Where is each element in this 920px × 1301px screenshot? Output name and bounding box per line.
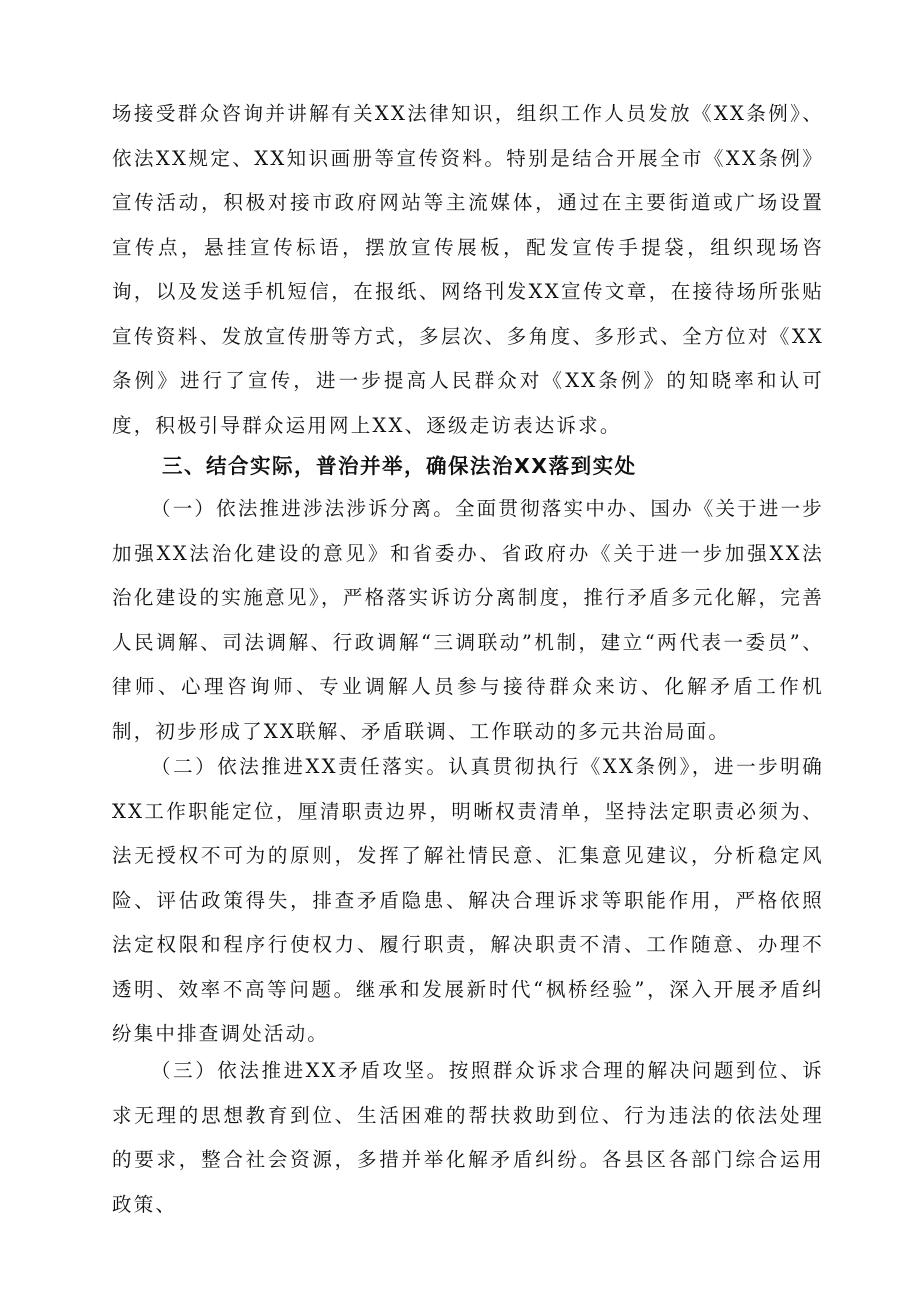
subsection-paragraph-2: （二）依法推进XX责任落实。认真贯彻执行《XX条例》，进一步明确XX工作职能定位，厘清职责边界，明晰权责清单，坚持法定职责必须为、法无授权不可为的原则，发挥了解社情民意、汇集意见建议，分析稳定风险、评估政策得失，排查矛盾隐患、解决合理诉求等职能作用，严格依照法定权限和程序行使权力、履行职责，解决职责不清、工作随意、办理不透明、效率不高等问题。继承和发展新时代“枫桥经验”，深入开展矛盾纠纷集中排查调处活动。 [112,755,824,1045]
subsection-paragraph-3: （三）依法推进XX矛盾攻坚。按照群众诉求合理的解决问题到位、诉求无理的思想教育到位、生活困难的帮扶救助到位、行为违法的依法处理的要求，整合社会资源，多措并举化解矛盾纠纷。各县区各部门综合运用政策、 [112,1059,824,1216]
subsection-paragraph-1: （一）依法推进涉法涉诉分离。全面贯彻落实中办、国办《关于进一步加强XX法治化建设的意见》和省委办、省政府办《关于进一步加强XX法治化建设的实施意见》，严格落实诉访分离制度，推行矛盾多元化解，完善人民调解、司法调解、行政调解“三调联动”机制，建立“两代表一委员”、律师、心理咨询师、专业调解人员参与接待群众来访、化解矛盾工作机制，初步形成了XX联解、矛盾联调、工作联动的多元共治局面。 [112,497,824,743]
section-heading: 三、结合实际，普治并举，确保法治XX落到实处 [162,454,637,478]
body-paragraph-publicity: 场接受群众咨询并讲解有关XX法律知识，组织工作人员发放《XX条例》、依法XX规定、XX知识画册等宣传资料。特别是结合开展全市《XX条例》宣传活动，积极对接市政府网站等主流媒体，通过在主要街道或广场设置宣传点，悬挂宣传标语，摆放宣传展板，配发宣传手提袋，组织现场咨询，以及发送手机短信，在报纸、网络刊发XX宣传文章，在接待场所张贴宣传资料、发放宣传册等方式，多层次、多角度、多形式、全方位对《XX条例》进行了宣传，进一步提高人民群众对《XX条例》的知晓率和认可度，积极引导群众运用网上XX、逐级走访表达诉求。 [112,102,824,437]
